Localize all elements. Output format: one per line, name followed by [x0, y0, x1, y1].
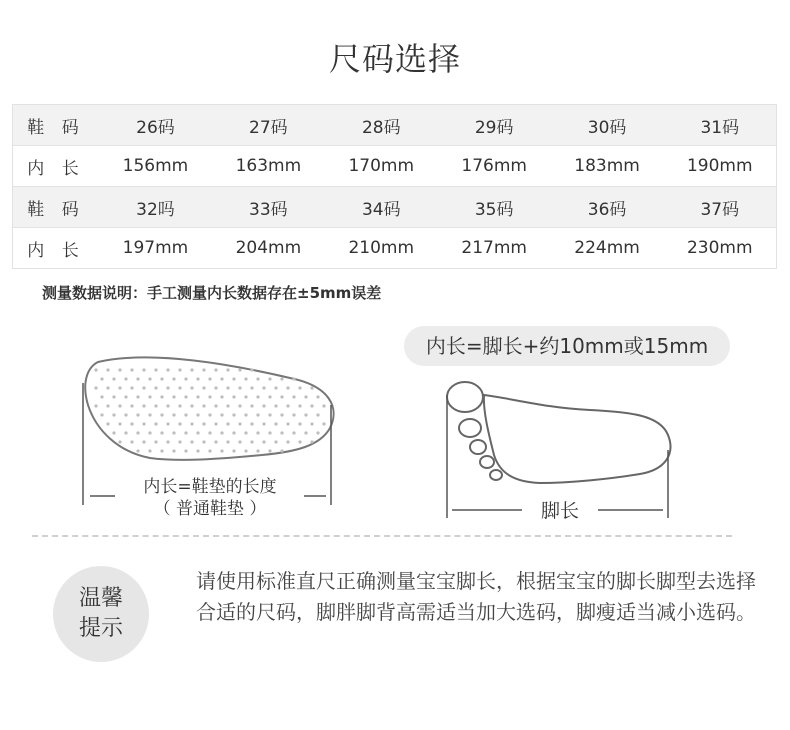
row-label: 内 长 [13, 146, 100, 187]
insole-perforation [118, 368, 121, 371]
insole-perforation [280, 377, 283, 380]
insole-label-line1: 内长=鞋垫的长度 [143, 477, 277, 497]
table-cell: 32吗 [99, 187, 212, 228]
insole-perforation [202, 368, 205, 371]
insole-perforation [154, 440, 157, 443]
insole-perforation [262, 440, 265, 443]
insole-perforation [172, 449, 175, 452]
insole-perforation [286, 386, 289, 389]
insole-perforation [316, 431, 319, 434]
insole-perforation [94, 368, 97, 371]
insole-perforation [208, 431, 211, 434]
insole-perforation [256, 413, 259, 416]
insole-perforation [280, 413, 283, 416]
insole-perforation [304, 431, 307, 434]
table-cell: 170mm [325, 146, 438, 187]
insole-perforation [118, 440, 121, 443]
insole-perforation [220, 449, 223, 452]
insole-perforation [232, 413, 235, 416]
insole-perforation [184, 395, 187, 398]
insole-perforation [106, 368, 109, 371]
insole-perforation [292, 377, 295, 380]
insole-perforation [166, 422, 169, 425]
insole-perforation [178, 404, 181, 407]
insole-perforation [172, 413, 175, 416]
insole-perforation [118, 404, 121, 407]
insole-perforation [244, 395, 247, 398]
table-cell: 176mm [438, 146, 551, 187]
insole-perforation [100, 413, 103, 416]
insole-perforation [190, 368, 193, 371]
table-cell: 183mm [551, 146, 664, 187]
insole-perforation [202, 404, 205, 407]
insole-perforation [196, 449, 199, 452]
insole-perforation [262, 404, 265, 407]
insole-perforation [136, 413, 139, 416]
insole-perforation [118, 386, 121, 389]
insole-perforation [262, 422, 265, 425]
table-cell: 35码 [438, 187, 551, 228]
insole-perforation [232, 395, 235, 398]
insole-perforation [250, 440, 253, 443]
table-cell: 34码 [325, 187, 438, 228]
insole-perforation [202, 440, 205, 443]
insole-perforation [262, 386, 265, 389]
insole-perforation [124, 413, 127, 416]
insole-perforation [160, 431, 163, 434]
insole-perforation [298, 440, 301, 443]
insole-perforation [196, 431, 199, 434]
insole-perforation [268, 377, 271, 380]
insole-perforation [172, 377, 175, 380]
table-cell: 26码 [99, 105, 212, 146]
insole-perforation [238, 440, 241, 443]
insole-perforation [268, 449, 271, 452]
insole-perforation [250, 404, 253, 407]
insole-perforation [292, 431, 295, 434]
tip-badge [53, 566, 149, 662]
insole-perforation [148, 377, 151, 380]
insole-perforation [172, 395, 175, 398]
insole-perforation [160, 377, 163, 380]
insole-perforation [322, 422, 325, 425]
insole-perforation [256, 395, 259, 398]
insole-perforation [286, 422, 289, 425]
insole-perforation [220, 431, 223, 434]
insole-perforation [286, 440, 289, 443]
insole-perforation [124, 377, 127, 380]
insole-perforation [106, 422, 109, 425]
insole-perforation [142, 368, 145, 371]
table-cell: 210mm [325, 228, 438, 269]
insole-perforation [316, 395, 319, 398]
insole-label-line2: （ 普通鞋垫 ） [153, 499, 267, 519]
insole-perforation [196, 395, 199, 398]
insole-perforation [244, 431, 247, 434]
insole-perforation [238, 386, 241, 389]
insole-perforation [178, 440, 181, 443]
insole-perforation [94, 386, 97, 389]
insole-perforation [268, 413, 271, 416]
insole-perforation [172, 431, 175, 434]
insole-perforation [202, 422, 205, 425]
insole-perforation [160, 449, 163, 452]
insole-perforation [208, 449, 211, 452]
row-label: 鞋 码 [13, 105, 100, 146]
insole-perforation [232, 377, 235, 380]
tip-text: 请使用标准直尺正确测量宝宝脚长，根据宝宝的脚长脚型去选择合适的尺码，脚胖脚背高需适当加大选码，脚瘦适当减小选码。 [196, 569, 756, 624]
insole-perforation [112, 431, 115, 434]
insole-perforation [166, 368, 169, 371]
insole-perforation [148, 413, 151, 416]
insole-perforation [148, 431, 151, 434]
insole-perforation [316, 413, 319, 416]
insole-perforation [244, 413, 247, 416]
insole-perforation [112, 377, 115, 380]
table-cell: 30码 [551, 105, 664, 146]
table-cell: 31码 [664, 105, 777, 146]
insole-perforation [124, 395, 127, 398]
insole-perforation [226, 440, 229, 443]
insole-perforation [166, 404, 169, 407]
insole-perforation [184, 413, 187, 416]
insole-perforation [130, 440, 133, 443]
insole-perforation [250, 422, 253, 425]
table-cell: 29码 [438, 105, 551, 146]
insole-icon [85, 357, 333, 459]
insole-perforation [166, 386, 169, 389]
insole-perforation [310, 440, 313, 443]
insole-perforation [286, 404, 289, 407]
insole-perforation [208, 413, 211, 416]
row-label: 鞋 码 [13, 187, 100, 228]
insole-perforation [244, 449, 247, 452]
dashed-divider [32, 535, 732, 537]
insole-perforation [268, 395, 271, 398]
insole-perforation [130, 404, 133, 407]
foot-label: 脚长 [540, 500, 579, 522]
insole-perforation [202, 386, 205, 389]
insole-perforation [220, 395, 223, 398]
insole-perforation [256, 449, 259, 452]
insole-perforation [280, 431, 283, 434]
insole-perforation [100, 377, 103, 380]
insole-perforation [160, 395, 163, 398]
table-cell: 224mm [551, 228, 664, 269]
insole-perforation [136, 449, 139, 452]
table-cell: 204mm [212, 228, 325, 269]
insole-perforation [184, 431, 187, 434]
insole-perforation [214, 404, 217, 407]
insole-label [120, 476, 300, 520]
insole-perforation [154, 404, 157, 407]
table-cell: 36码 [551, 187, 664, 228]
insole-perforation [94, 404, 97, 407]
insole-perforation [148, 395, 151, 398]
insole-perforation [208, 395, 211, 398]
insole-perforation [310, 386, 313, 389]
insole-perforation [292, 395, 295, 398]
insole-perforation [190, 404, 193, 407]
insole-perforation [298, 386, 301, 389]
table-cell: 230mm [664, 228, 777, 269]
insole-perforation [136, 431, 139, 434]
table-cell: 217mm [438, 228, 551, 269]
table-cell: 27码 [212, 105, 325, 146]
insole-perforation [136, 395, 139, 398]
insole-perforation [310, 404, 313, 407]
insole-perforation [226, 404, 229, 407]
insole-perforation [190, 386, 193, 389]
insole-perforation [214, 386, 217, 389]
insole-perforation [298, 422, 301, 425]
insole-perforation [268, 431, 271, 434]
insole-perforation [226, 422, 229, 425]
insole-perforation [238, 404, 241, 407]
insole-perforation [304, 395, 307, 398]
insole-perforation [130, 368, 133, 371]
table-cell: 156mm [99, 146, 212, 187]
tip-badge-line2: 提示 [78, 616, 123, 641]
insole-perforation [130, 422, 133, 425]
insole-perforation [196, 413, 199, 416]
insole-perforation [142, 386, 145, 389]
insole-perforation [274, 440, 277, 443]
table-cell: 190mm [664, 146, 777, 187]
insole-perforation [154, 386, 157, 389]
insole-perforation [256, 431, 259, 434]
insole-perforation [304, 413, 307, 416]
foot-icon [447, 382, 670, 483]
insole-perforation [232, 431, 235, 434]
insole-perforation [214, 422, 217, 425]
insole-perforation [124, 431, 127, 434]
insole-perforation [184, 449, 187, 452]
insole-perforation [178, 368, 181, 371]
insole-perforation [154, 422, 157, 425]
table-cell: 163mm [212, 146, 325, 187]
formula-pill: 内长=脚长+约10mm或15mm [404, 326, 730, 366]
insole-perforation [280, 395, 283, 398]
insole-perforation [280, 449, 283, 452]
insole-perforation [250, 368, 253, 371]
insole-perforation [154, 368, 157, 371]
insole-perforation [196, 377, 199, 380]
insole-perforation [166, 440, 169, 443]
insole-perforation [232, 449, 235, 452]
page-title: 尺码选择 [328, 40, 461, 78]
measurement-note: 测量数据说明：手工测量内长数据存在±5mm误差 [42, 284, 382, 302]
insole-perforation [220, 377, 223, 380]
insole-perforation [274, 404, 277, 407]
insole-perforation [238, 368, 241, 371]
insole-perforation [100, 395, 103, 398]
insole-perforation [244, 377, 247, 380]
insole-perforation [190, 440, 193, 443]
insole-perforation [136, 377, 139, 380]
row-label: 内 长 [13, 228, 100, 269]
table-cell: 33码 [212, 187, 325, 228]
insole-perforation [226, 386, 229, 389]
insole-perforation [238, 422, 241, 425]
insole-perforation [142, 422, 145, 425]
insole-perforation [130, 386, 133, 389]
insole-perforation [292, 413, 295, 416]
insole-perforation [178, 386, 181, 389]
insole-perforation [298, 404, 301, 407]
insole-perforation [214, 440, 217, 443]
insole-perforation [310, 422, 313, 425]
insole-perforation [274, 422, 277, 425]
table-cell: 28码 [325, 105, 438, 146]
insole-perforation [142, 440, 145, 443]
insole-perforation [220, 413, 223, 416]
table-cell: 197mm [99, 228, 212, 269]
insole-perforation [112, 395, 115, 398]
insole-perforation [208, 377, 211, 380]
insole-perforation [190, 422, 193, 425]
insole-perforation [250, 386, 253, 389]
table-cell: 37码 [664, 187, 777, 228]
insole-perforation [106, 386, 109, 389]
insole-perforation [118, 422, 121, 425]
insole-perforation [178, 422, 181, 425]
insole-perforation [160, 413, 163, 416]
insole-perforation [148, 449, 151, 452]
insole-perforation [214, 368, 217, 371]
insole-perforation [184, 377, 187, 380]
insole-perforation [274, 386, 277, 389]
insole-perforation [112, 413, 115, 416]
insole-perforation [226, 368, 229, 371]
tip-badge-line1: 温馨 [78, 586, 123, 611]
insole-perforation [142, 404, 145, 407]
insole-perforation [106, 404, 109, 407]
insole-perforation [256, 377, 259, 380]
insole-perforation [322, 404, 325, 407]
